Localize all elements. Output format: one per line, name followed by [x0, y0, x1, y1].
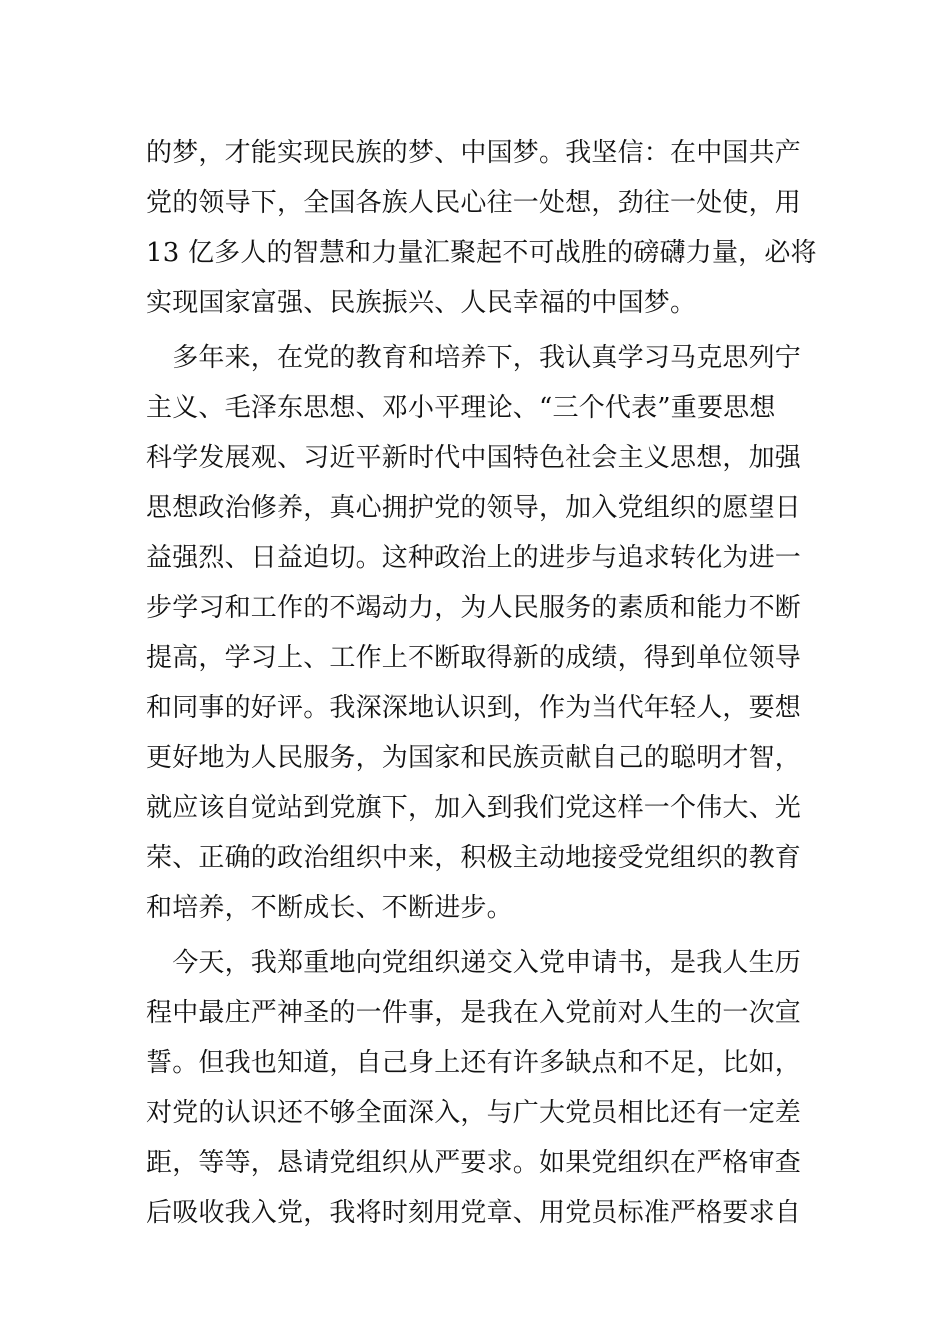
text-line: 步学习和工作的不竭动力，为人民服务的素质和能力不断: [146, 593, 802, 623]
text-line: 程中最庄严神圣的一件事，是我在入党前对人生的一次宣: [146, 998, 802, 1028]
text-line: 思想政治修养，真心拥护党的领导，加入党组织的愿望日: [146, 493, 802, 523]
text-line: 主义、毛泽东思想、邓小平理论、“三个代表”重要思想: [146, 393, 776, 423]
paragraph-3: [146, 938, 816, 1238]
text-line: 对党的认识还不够全面深入，与广大党员相比还有一定差: [146, 1098, 802, 1128]
text-line: 和同事的好评。我深深地认识到，作为当代年轻人，要想: [146, 693, 802, 723]
paragraph-2: [146, 333, 816, 933]
document-body: [146, 128, 816, 1238]
text-line: 更好地为人民服务，为国家和民族贡献自己的聪明才智，: [146, 743, 802, 773]
text-line: 益强烈、日益迫切。这种政治上的进步与追求转化为进一: [146, 543, 802, 573]
text-line: 和培养，不断成长、不断进步。: [146, 893, 513, 923]
text-line: 后吸收我入党，我将时刻用党章、用党员标准严格要求自: [146, 1198, 802, 1228]
text-line: 实现国家富强、民族振兴、人民幸福的中国梦。: [146, 288, 697, 318]
text-line: 科学发展观、习近平新时代中国特色社会主义思想，加强: [146, 443, 802, 473]
text-line: 誓。但我也知道，自己身上还有许多缺点和不足，比如，: [146, 1048, 802, 1078]
text-line: 提高，学习上、工作上不断取得新的成绩，得到单位领导: [146, 643, 802, 673]
text-line: 党的领导下，全国各族人民心往一处想，劲往一处使，用: [146, 188, 802, 218]
text-line: 今天，我郑重地向党组织递交入党申请书，是我人生历: [146, 948, 802, 978]
text-line: 距，等等，恳请党组织从严要求。如果党组织在严格审查: [146, 1148, 802, 1178]
text-line: 的梦，才能实现民族的梦、中国梦。我坚信：在中国共产: [146, 138, 802, 168]
paragraph-1: [146, 128, 816, 328]
text-line: 荣、正确的政治组织中来，积极主动地接受党组织的教育: [146, 843, 802, 873]
text-line: 13 亿多人的智慧和力量汇聚起不可战胜的磅礴力量，必将: [146, 238, 817, 268]
text-line: 就应该自觉站到党旗下，加入到我们党这样一个伟大、光: [146, 793, 802, 823]
text-line: 多年来，在党的教育和培养下，我认真学习马克思列宁: [146, 343, 802, 373]
